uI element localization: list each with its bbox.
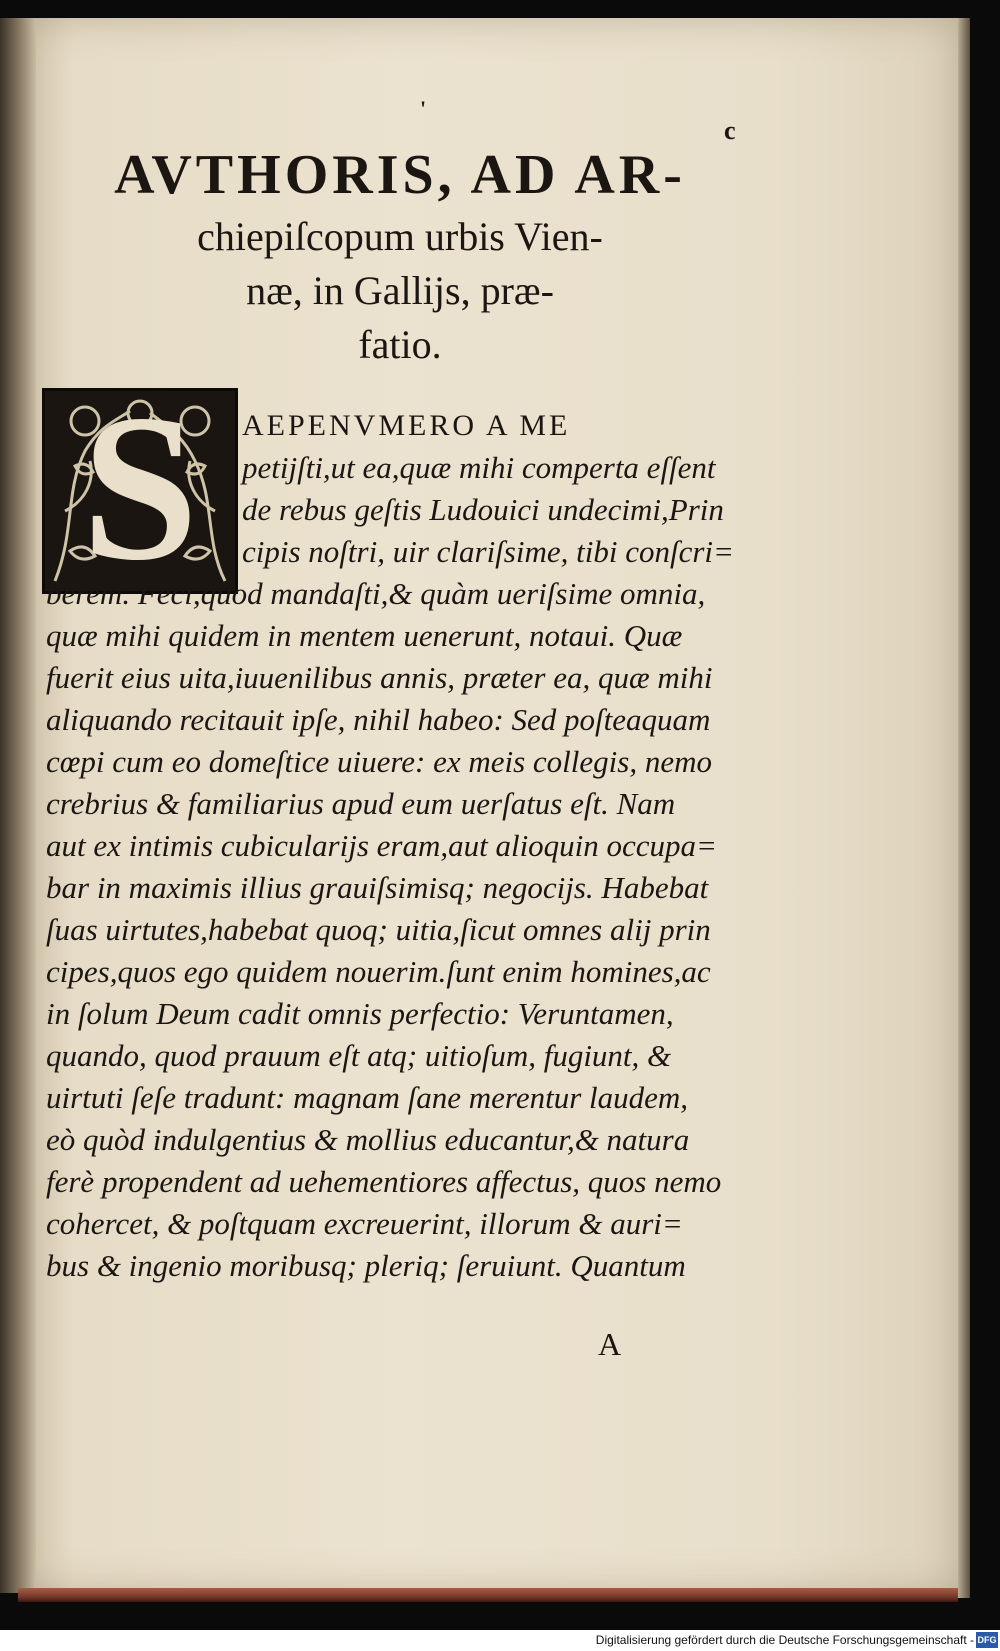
title-line-1: AVTHORIS, AD AR-: [114, 144, 686, 206]
text-line: quæ mihi quidem in mentem uenerunt, notaui. Quæ: [46, 618, 683, 653]
signature-mark: ': [420, 96, 427, 121]
text-line: cœpi cum eo domeſtice uiuere: ex meis collegis, nemo: [46, 744, 712, 779]
dfg-logo-icon[interactable]: DFG: [976, 1632, 998, 1648]
text-line: cipis noſtri, uir clariſsime, tibi conſcri=: [242, 534, 734, 569]
text-line: aliquando recitauit ipſe, nihil habeo: Sed poſteaquam: [46, 702, 711, 737]
text-line: quando, quod prauum eſt atq; uitioſum, fugiunt, &: [46, 1038, 672, 1073]
footer-credit: Digitalisierung gefördert durch die Deutsche Forschungsgemeinschaft -: [595, 1633, 974, 1647]
text-line: cipes,quos ego quidem nouerim.ſunt enim homines,ac: [46, 954, 711, 989]
binding-shadow: [0, 18, 36, 1593]
title-line-4: fatio.: [358, 322, 442, 367]
text-line: petijſti,ut ea,quæ mihi comperta eſſent: [242, 450, 716, 485]
text-line: bar in maximis illius grauiſsimisq; negocijs. Habebat: [46, 870, 709, 905]
page-right-edge: [958, 18, 970, 1598]
text-line: de rebus geſtis Ludouici undecimi,Prin: [242, 492, 724, 527]
title-line-2: chiepiſcopum urbis Vien-: [197, 214, 603, 259]
text-line: fuerit eius uita,iuuenilibus annis, præter ea, quæ mihi: [46, 660, 713, 695]
text-line: uirtuti ſeſe tradunt: magnam ſane merentur laudem,: [46, 1080, 689, 1115]
text-line: crebrius & familiarius apud eum uerſatus eſt. Nam: [46, 786, 676, 821]
page-bottom-edge: [18, 1588, 958, 1602]
text-line: AEPENVMERO A ME: [242, 409, 571, 442]
initial-letter: S: [81, 388, 199, 594]
text-line: in ſolum Deum cadit omnis perfectio: Veruntamen,: [46, 996, 674, 1031]
text-line: bus & ingenio moribusq; pleriq; ſeruiunt. Quantum: [46, 1248, 686, 1283]
text-line: ferè propendent ad uehementiores affectus, quos nemo: [46, 1164, 722, 1199]
decorated-initial: [42, 388, 238, 594]
text-line: eò quòd indulgentius & mollius educantur,& natura: [46, 1122, 690, 1157]
title-block: [40, 140, 760, 372]
text-line: berem. Feci,quod mandaſti,& quàm ueriſsime omnia,: [46, 576, 706, 611]
text-line: cohercet, & poſtquam excreuerint, illorum & auri=: [46, 1206, 683, 1241]
title-line-3: næ, in Gallijs, præ-: [246, 268, 554, 313]
text-line: ſuas uirtutes,habebat quoq; uitia,ſicut omnes alij prin: [46, 912, 711, 947]
signature-catchword: A: [598, 1326, 622, 1362]
folio-mark: c: [724, 116, 736, 145]
text-line: aut ex intimis cubicularijs eram,aut alioquin occupa=: [46, 828, 717, 863]
